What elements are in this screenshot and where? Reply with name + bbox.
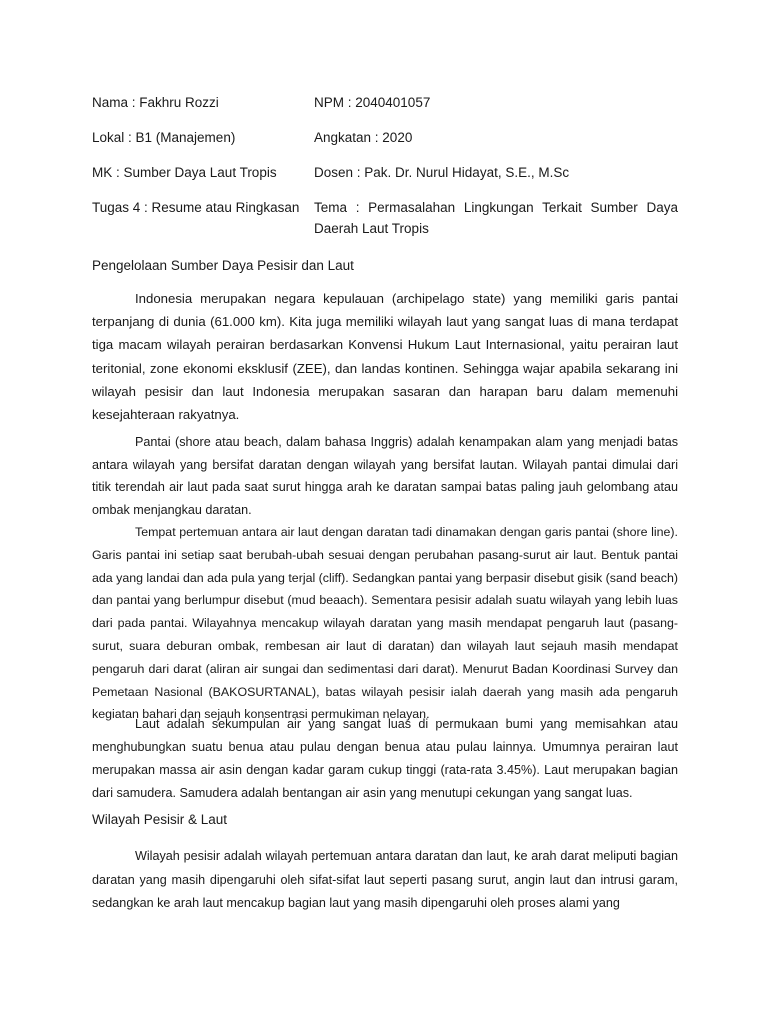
section-heading-wilayah: Wilayah Pesisir & Laut <box>92 812 228 827</box>
class-angkatan: Angkatan : 2020 <box>314 130 413 145</box>
assignment-theme: Tema : Permasalahan Lingkungan Terkait Sumber Daya Daerah Laut Tropis <box>314 200 678 236</box>
paragraph: Pantai (shore atau beach, dalam bahasa Inggris) adalah kenampakan alam yang menjadi batas antara wilayah yang bersifat daratan dengan wilayah yang bersifat lautan. Wilayah pantai dimulai dari titik terendah air laut pada saat surut hingga arah ke daratan sampai batas paling jauh gelombang atau ombak menjangkau daratan. <box>92 435 678 518</box>
paragraph: Indonesia merupakan negara kepulauan (archipelago state) yang memiliki garis pantai terpanjang di dunia (61.000 km). Kita juga memiliki wilayah laut yang sangat luas di mana terdapat tiga macam wilayah perairan berdasarkan Konvensi Hukum Laut Internasional, yaitu perairan laut teritonial, zone ekonomi eksklusif (ZEE), dan landas kontinen. Sehingga wajar apabila sekarang ini wilayah pesisir dan laut Indonesia merupakan sasaran dan harapan baru dalam memenuhi kesejahteraan rakyatnya. <box>92 291 678 423</box>
paragraph: Laut adalah sekumpulan air yang sangat luas di permukaan bumi yang memisahkan atau menghubungkan suatu benua atau pulau dengan benua atau pulau lainnya. Umumnya perairan laut merupakan massa air asin dengan kadar garam cukup tinggi (rata-rata 3.45%). Laut merupakan bagian dari samudera. Samudera adalah bentangan air asin yang menutupi cekungan yang sangat luas. <box>92 717 678 800</box>
class-lokal: Lokal : B1 (Manajemen) <box>92 130 236 145</box>
student-npm: NPM : 2040401057 <box>314 95 431 110</box>
paragraph: Wilayah pesisir adalah wilayah pertemuan antara daratan dan laut, ke arah darat meliputi bagian daratan yang masih dipengaruhi oleh sifat-sifat laut seperti pasang surut, angin laut dan intrusi garam, sedangkan ke arah laut mencakup bagian laut yang masih dipengaruhi oleh proses alami yang <box>92 849 678 910</box>
paragraph: Tempat pertemuan antara air laut dengan daratan tadi dinamakan dengan garis pantai (shore line). Garis pantai ini setiap saat berubah-ubah sesuai dengan perubahan pasang-surut air laut. Bentuk pantai ada yang landai dan ada pula yang terjal (cliff). Sedangkan pantai yang berpasir disebut gisik (sand beach) dan pantai yang berlumpur disebut (mud beaach). Sementara pesisir adalah suatu wilayah yang lebih luas dari pada pantai. Wilayahnya mencakup wilayah daratan yang masih mendapat pengaruh laut (pasang-surut, suara deburan ombak, rembesan air laut di daratan) dan wilayah laut sejauh masih mendapat pengaruh dari darat (aliran air sungai dan sedimentasi dari darat). Menurut Badan Koordinasi Survey dan Pemetaan Nasional (BAKOSURTANAL), batas wilayah pesisir ialah daerah yang masih ada pengaruh kegiatan bahari dan sejauh konsentrasi permukiman nelayan. <box>92 525 678 722</box>
assignment-title: Tugas 4 : Resume atau Ringkasan <box>92 200 300 215</box>
section-heading-pengelolaan: Pengelolaan Sumber Daya Pesisir dan Laut <box>92 258 354 273</box>
student-name: Nama : Fakhru Rozzi <box>92 95 219 110</box>
course-name: MK : Sumber Daya Laut Tropis <box>92 165 277 180</box>
lecturer-name: Dosen : Pak. Dr. Nurul Hidayat, S.E., M.Sc <box>314 165 570 180</box>
